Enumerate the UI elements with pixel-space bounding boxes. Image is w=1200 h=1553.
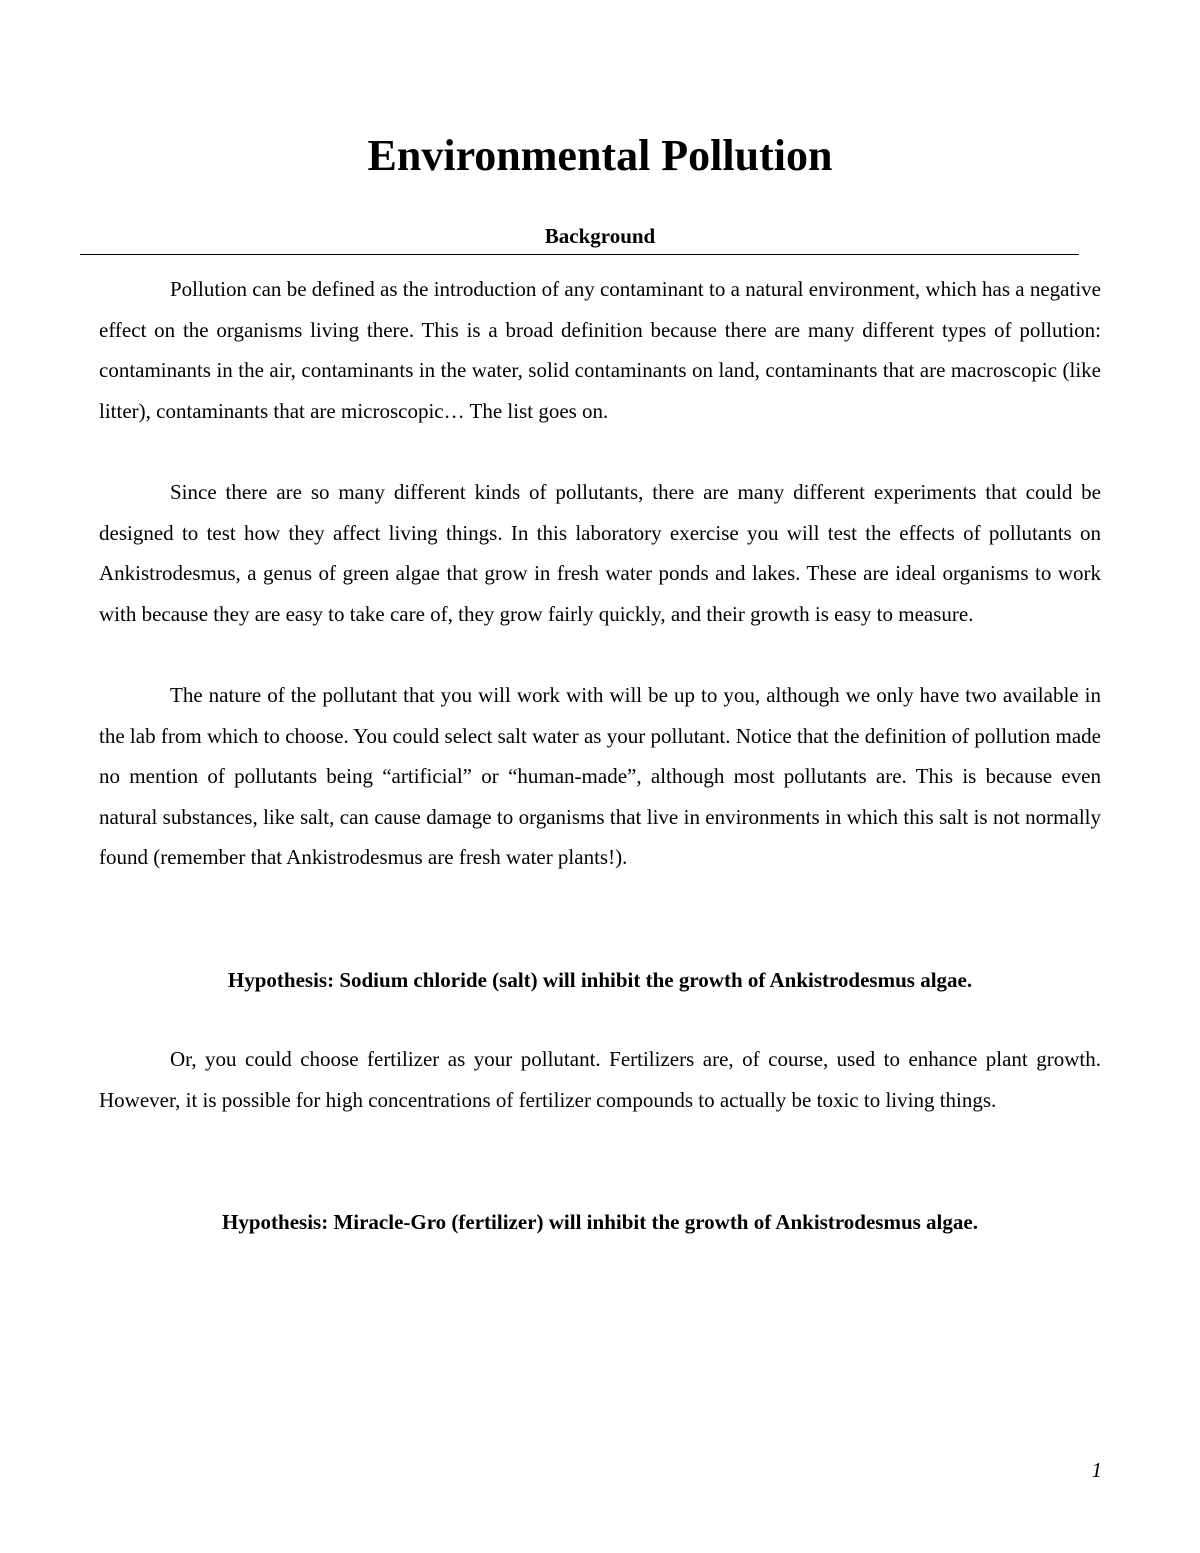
paragraph-pollutant-choice: The nature of the pollutant that you will work with will be up to you, although we only have two available in the lab from which to choose. You could select salt water as your pollutant. Notice that the definition of pollution made no mention of pollutants being “artificial” or “human-made”, although most pollutants are. This is because even natural substances, like salt, can cause damage to organisms that live in environments in which this salt is not normally found (remember that Ankistrodesmus are fresh water plants!).	[99, 683, 1101, 870]
page-number: 1	[1091, 1458, 1102, 1482]
section-heading-background: Background	[544, 224, 656, 248]
hypothesis-fertilizer: Hypothesis: Miracle-Gro (fertilizer) will inhibit the growth of Ankistrodesmus algae.	[222, 1210, 978, 1234]
paragraph-fertilizer: Or, you could choose fertilizer as your pollutant. Fertilizers are, of course, used to enhance plant growth. However, it is possible for high concentrations of fertilizer compounds to actually be toxic to living things.	[99, 1047, 1101, 1112]
paragraph-experiments: Since there are so many different kinds of pollutants, there are many different experiments that could be designed to test how they affect living things. In this laboratory exercise you will test the effects of pollutants on Ankistrodesmus, a genus of green algae that grow in fresh water ponds and lakes. These are ideal organisms to work with because they are easy to take care of, they grow fairly quickly, and their growth is easy to measure.	[99, 480, 1101, 626]
document-title: Environmental Pollution	[367, 131, 833, 180]
hypothesis-salt: Hypothesis: Sodium chloride (salt) will inhibit the growth of Ankistrodesmus algae.	[227, 968, 973, 992]
heading-underline-rule	[80, 254, 1079, 255]
paragraph-pollution-definition: Pollution can be defined as the introduction of any contaminant to a natural environment, which has a negative effect on the organisms living there. This is a broad definition because there are many different types of pollution: contaminants in the air, contaminants in the water, solid contaminants on land, contaminants that are macroscopic (like litter), contaminants that are microscopic… The list goes on.	[99, 277, 1101, 423]
